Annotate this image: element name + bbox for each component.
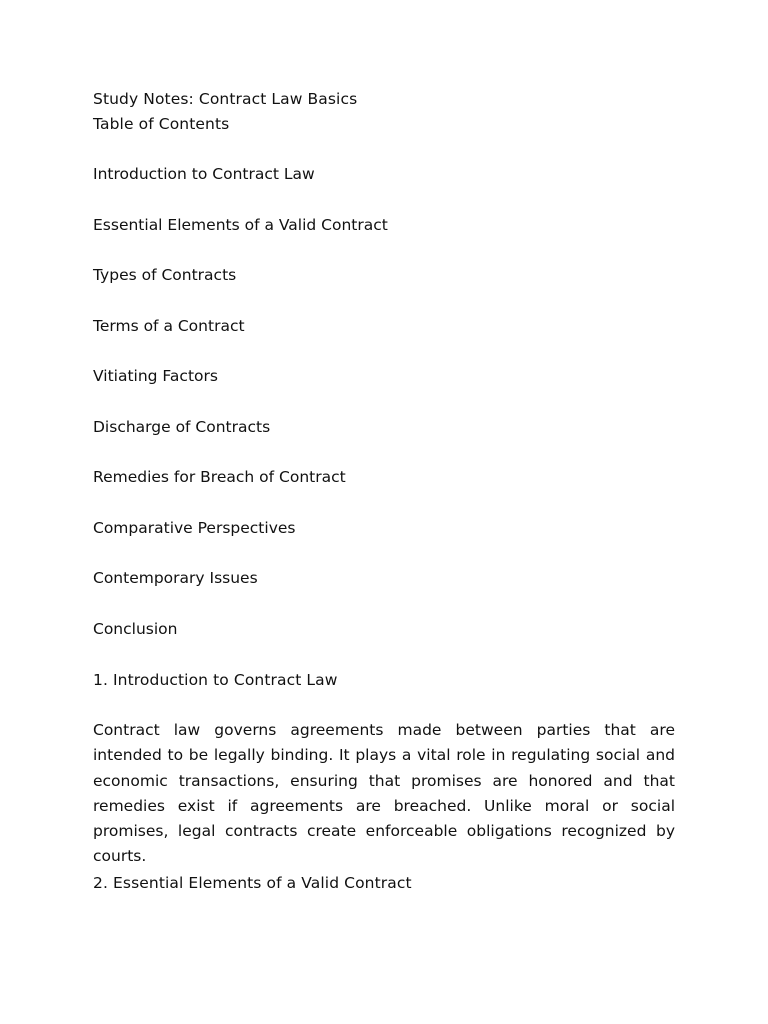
section-heading: 2. Essential Elements of a Valid Contract — [93, 874, 412, 892]
section-paragraph: Contract law governs agreements made between parties that are intended to be legally binding. It plays a vital role in regulating social and economic transactions, ensuring that promises are honored and that remedies exist if agreements are breached. Unlike moral or social promises, legal contracts create enforceable obligations recognized by courts. — [93, 721, 675, 866]
toc-item: Conclusion — [93, 619, 178, 638]
toc-item: Introduction to Contract Law — [93, 165, 315, 183]
toc-item: Comparative Perspectives — [93, 518, 296, 537]
toc-item: Vitiating Factors — [93, 367, 218, 385]
toc-item: Essential Elements of a Valid Contract — [93, 215, 388, 234]
toc-item: Discharge of Contracts — [93, 417, 271, 436]
toc-heading: Table of Contents — [93, 115, 230, 133]
document-title: Study Notes: Contract Law Basics — [93, 90, 358, 108]
toc-item: Remedies for Breach of Contract — [93, 468, 346, 486]
table-of-contents — [93, 162, 675, 667]
section-heading: 1. Introduction to Contract Law — [93, 671, 338, 689]
toc-item: Terms of a Contract — [93, 316, 245, 335]
toc-item: Types of Contracts — [93, 266, 237, 284]
toc-item: Contemporary Issues — [93, 569, 258, 587]
